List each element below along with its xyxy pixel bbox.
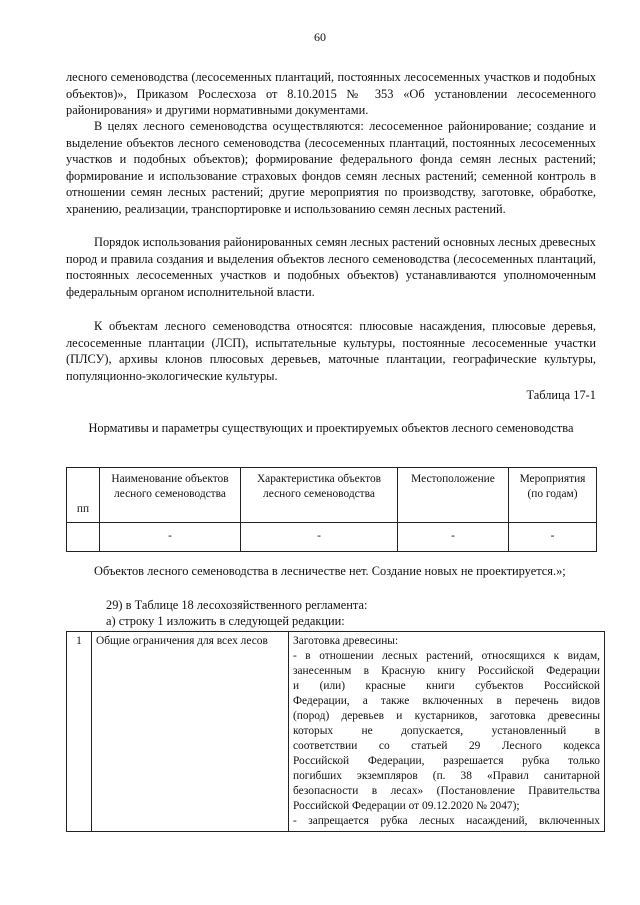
no-objects-note: Объектов лесного семеноводства в лесничестве нет. Создание новых не проектируется.»; bbox=[94, 564, 566, 578]
table-row bbox=[67, 523, 597, 552]
paragraph-4: К объектам лесного семеноводства относятся: плюсовые насаждения, плюсовые деревья, лесосеменные плантации (ЛСП), испытательные культуры, постоянные лесосеменные участки (ПЛСУ), архивы клонов плюсовых деревьев, маточные плантации, географические культуры, популяционно-экологические культуры. bbox=[66, 319, 596, 383]
item-a: а) строку 1 изложить в следующей редакции: bbox=[106, 614, 345, 628]
item-29: 29) в Таблице 18 лесохозяйственного регламента: bbox=[106, 598, 368, 612]
cell-name: - bbox=[100, 523, 241, 552]
content-line: которых не допускается, установленный в bbox=[293, 725, 600, 737]
content-line: безопасности в лесах» (Постановление Правительства bbox=[293, 785, 600, 797]
table-title: Нормативы и параметры существующих и проектируемых объектов лесного семеноводства bbox=[88, 421, 574, 435]
paragraph-1: лесного семеноводства (лесосеменных плантаций, постоянных лесосеменных участков и подобных объектов)», Приказом Рослесхоза от 8.10.2015 № 353 «Об установлении лесосеменного районирования» и другими нормативными документами. bbox=[66, 70, 596, 118]
content-line: Заготовка древесины: bbox=[293, 635, 399, 647]
content-line: занесенным в Красную книгу Российской Федерации bbox=[293, 665, 600, 677]
table-caption: Таблица 17-1 bbox=[526, 388, 596, 402]
regulation-table bbox=[66, 631, 605, 832]
seed-objects-table bbox=[66, 467, 597, 552]
paragraph-2: В целях лесного семеноводства осуществляются: лесосеменное районирование; создание и выделение объектов лесного семеноводства (лесосеменных плантаций, постоянных лесосеменных участков и подобных объектов); формирование федерального фонда семян лесных растений; формирование и использование страховых фондов семян лесных растений; семенной контроль в отношении семян лесных растений; другие мероприятия по производству, заготовке, обработке, хранению, реализации, транспортировке и использованию семян лесных растений. bbox=[66, 119, 596, 216]
header-pp: пп bbox=[67, 468, 100, 523]
content-line: - в отношении лесных растений, относящихся к видам, bbox=[293, 650, 600, 662]
content-line: погибших экземпляров (п. 38 «Правил санитарной bbox=[293, 770, 600, 782]
row-content bbox=[289, 632, 605, 832]
table-row bbox=[67, 632, 605, 832]
content-line: соответствии со статьей 29 Лесного кодекса bbox=[293, 740, 600, 752]
content-line: Российской Федерации от 09.12.2020 № 2047); bbox=[293, 800, 520, 812]
cell-characteristics: - bbox=[241, 523, 398, 552]
page-number: 60 bbox=[314, 30, 326, 44]
cell-location: - bbox=[398, 523, 509, 552]
table-header-row bbox=[67, 468, 597, 523]
paragraph-3: Порядок использования районированных семян лесных растений основных лесных древесных пород и правила создания и выделения объектов лесного семеноводства (лесосеменных плантаций, постоянных лесосеменных участков и подобных объектов) устанавливаются уполномоченным федеральным органом исполнительной власти. bbox=[66, 235, 596, 299]
content-line: Федерации, а также включенных в перечень видов bbox=[293, 695, 600, 707]
cell-activities: - bbox=[509, 523, 597, 552]
content-line: - запрещается рубка лесных насаждений, включенных bbox=[293, 815, 600, 827]
content-line: (пород) деревьев и кустарников, заготовка древесины bbox=[293, 710, 600, 722]
header-location: Местоположение bbox=[398, 468, 509, 523]
row-label: Общие ограничения для всех лесов bbox=[92, 632, 289, 832]
header-activities: Мероприятия (по годам) bbox=[509, 468, 597, 523]
header-characteristics: Характеристика объектов лесного семеноводства bbox=[241, 468, 398, 523]
header-name: Наименование объектов лесного семеноводства bbox=[100, 468, 241, 523]
content-line: и (или) красные книги субъектов Российской bbox=[293, 680, 600, 692]
content-line: Российской Федерации, разрешается рубка только bbox=[293, 755, 600, 767]
cell-pp bbox=[67, 523, 100, 552]
row-number: 1 bbox=[67, 632, 92, 832]
